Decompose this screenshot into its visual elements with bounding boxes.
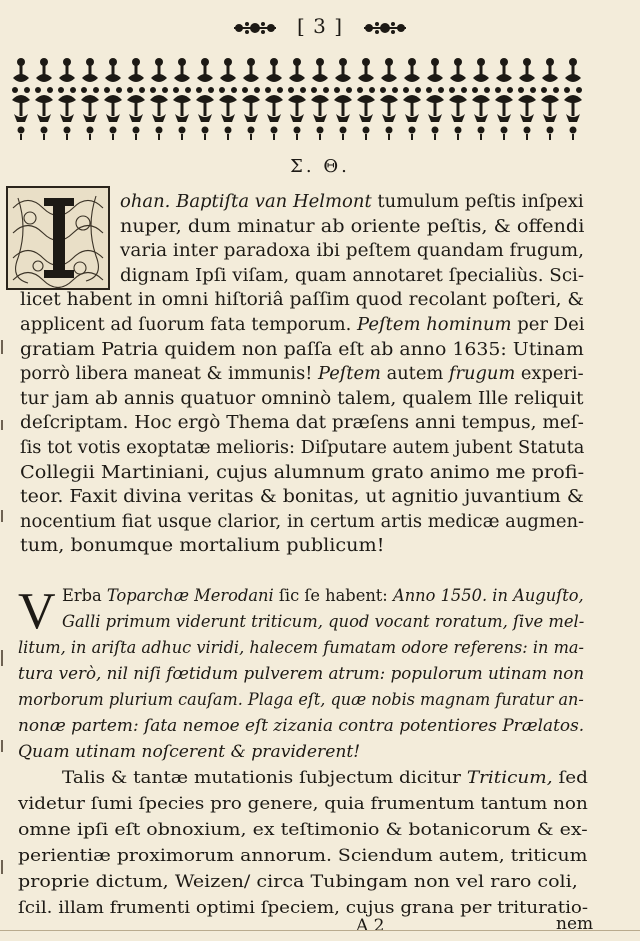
text-run: videtur ſumi ſpecies pro genere, quia frumentum tantum non bbox=[18, 794, 588, 813]
text-line bbox=[20, 387, 583, 412]
text-line bbox=[20, 313, 584, 338]
text-line bbox=[18, 792, 588, 817]
text-line bbox=[18, 896, 588, 921]
text-run: ſed bbox=[552, 768, 588, 787]
text-run: Collegii Martiniani, cujus alumnum grato animo me profi- bbox=[20, 462, 585, 483]
page-bottom-edge bbox=[0, 930, 640, 941]
text-run: frugum bbox=[448, 364, 516, 385]
text-run: tumulum peſtis inſpexi bbox=[371, 192, 584, 212]
text-run: Peſtem hominum bbox=[357, 315, 512, 335]
text-run: tur jam ab annis quatuor omninò talem, qualem Ille reliquit bbox=[20, 388, 584, 409]
text-line bbox=[18, 714, 584, 739]
text-run: ſic ſe habent: bbox=[273, 586, 393, 605]
decorated-initial-I-icon bbox=[6, 186, 110, 290]
text-run: nonæ partem: ſata nemoe eſt zizania contra potentiores Prælatos. bbox=[18, 716, 585, 735]
text-run: Peſtem bbox=[318, 364, 381, 385]
catchword: nem bbox=[556, 914, 594, 934]
text-line bbox=[18, 688, 584, 713]
text-line bbox=[120, 215, 584, 240]
text-run: Talis & tantæ mutationis ſubjectum dicitur bbox=[62, 768, 467, 787]
text-run: per Dei bbox=[511, 315, 585, 335]
page-header bbox=[0, 14, 640, 38]
text-run: tum, bonumque mortalium publicum! bbox=[20, 536, 385, 557]
text-line bbox=[20, 436, 584, 461]
drop-letter-V: V bbox=[18, 583, 56, 640]
text-line bbox=[18, 636, 584, 661]
text-run: omne ipſi eſt obnoxium, ex teſtimonio & botanicorum & ex- bbox=[18, 820, 588, 839]
text-run: licet habent in omni hiſtoriâ paſſim quod recolant poſteri, & bbox=[20, 290, 584, 311]
text-line bbox=[20, 485, 584, 510]
text-run: ſis tot votis exoptatæ melioris: Diſputare autem jubent Statuta bbox=[20, 438, 585, 458]
text-run: Toparchæ Merodani bbox=[106, 586, 274, 605]
text-line bbox=[18, 662, 584, 687]
text-run: experi- bbox=[515, 364, 584, 385]
text-line bbox=[20, 362, 584, 387]
text-line bbox=[20, 411, 584, 436]
fleuron-ornament-icon bbox=[362, 21, 408, 35]
text-line bbox=[18, 818, 588, 843]
text-run: deſcriptam. Hoc ergò Thema dat præſens anni tempus, meſ- bbox=[20, 413, 584, 434]
text-line bbox=[120, 239, 584, 264]
text-run: Galli primum viderunt triticum, quod vocant roratum, ſive mel- bbox=[62, 612, 585, 631]
text-run: ſcil. illam frumenti optimi ſpeciem, cujus grana per trituratio- bbox=[18, 898, 589, 917]
section-sigla: Σ. Θ. bbox=[290, 156, 350, 177]
text-line bbox=[18, 740, 360, 765]
gutter-marks bbox=[0, 300, 8, 920]
fleuron-ornament-icon bbox=[232, 21, 278, 35]
text-line bbox=[18, 870, 578, 895]
text-line bbox=[20, 288, 584, 313]
text-line bbox=[62, 610, 584, 635]
text-run: Erba bbox=[62, 586, 107, 605]
text-line bbox=[18, 844, 587, 869]
text-line bbox=[62, 584, 584, 609]
text-run: litum, in ariſta adhuc viridi, halecem fumatam odore referens: in ma- bbox=[18, 638, 585, 657]
text-run: morborum plurium cauſam. Plaga eſt, quæ nobis magnam furatur an- bbox=[18, 690, 584, 709]
text-run: perientiæ proximorum annorum. Sciendum autem, triticum bbox=[18, 846, 588, 865]
text-line bbox=[20, 338, 584, 363]
text-run: autem bbox=[380, 364, 449, 385]
text-run: teor. Faxit divina veritas & bonitas, ut agnitio juvantium & bbox=[20, 487, 584, 508]
signature-mark: A 2 bbox=[356, 916, 385, 936]
text-line bbox=[20, 534, 384, 559]
text-line bbox=[20, 461, 584, 486]
text-line bbox=[120, 264, 584, 289]
page-number: [ 3 ] bbox=[296, 14, 344, 38]
text-run: Anno 1550. in Auguſto, bbox=[392, 586, 584, 605]
text-run: applicent ad ſuorum fata temporum. bbox=[20, 315, 358, 335]
text-run: nuper, dum minatur ab oriente peſtis, & offendi bbox=[120, 216, 585, 237]
text-line bbox=[120, 190, 584, 215]
text-run: tura verò, nil niſi fœtidum pulverem atrum: populorum utinam non bbox=[18, 664, 585, 683]
text-run: Quam utinam noſcerent & praviderent! bbox=[18, 742, 361, 761]
decorative-border-band-icon bbox=[8, 50, 586, 142]
text-run: ohan. Baptiſta van Helmont bbox=[120, 192, 372, 212]
text-line bbox=[20, 510, 584, 535]
text-run: gratiam Patria quidem non paſſa eſt ab anno 1635: Utinam bbox=[20, 339, 584, 360]
text-run: proprie dictum, Weizen/ circa Tubingam non vel raro coli, bbox=[18, 872, 578, 891]
text-run: porrò libera maneat & immunis! bbox=[20, 364, 319, 385]
text-run: dignam Ipſi viſam, quam annotaret ſpecialiùs. Sci- bbox=[120, 265, 585, 286]
text-line bbox=[62, 766, 588, 791]
text-run: varia inter paradoxa ibi peſtem quandam frugum, bbox=[120, 241, 585, 262]
text-run: nocentium fiat usque clarior, in certum artis medicæ augmen- bbox=[20, 511, 585, 532]
text-run: Triticum, bbox=[466, 768, 553, 787]
